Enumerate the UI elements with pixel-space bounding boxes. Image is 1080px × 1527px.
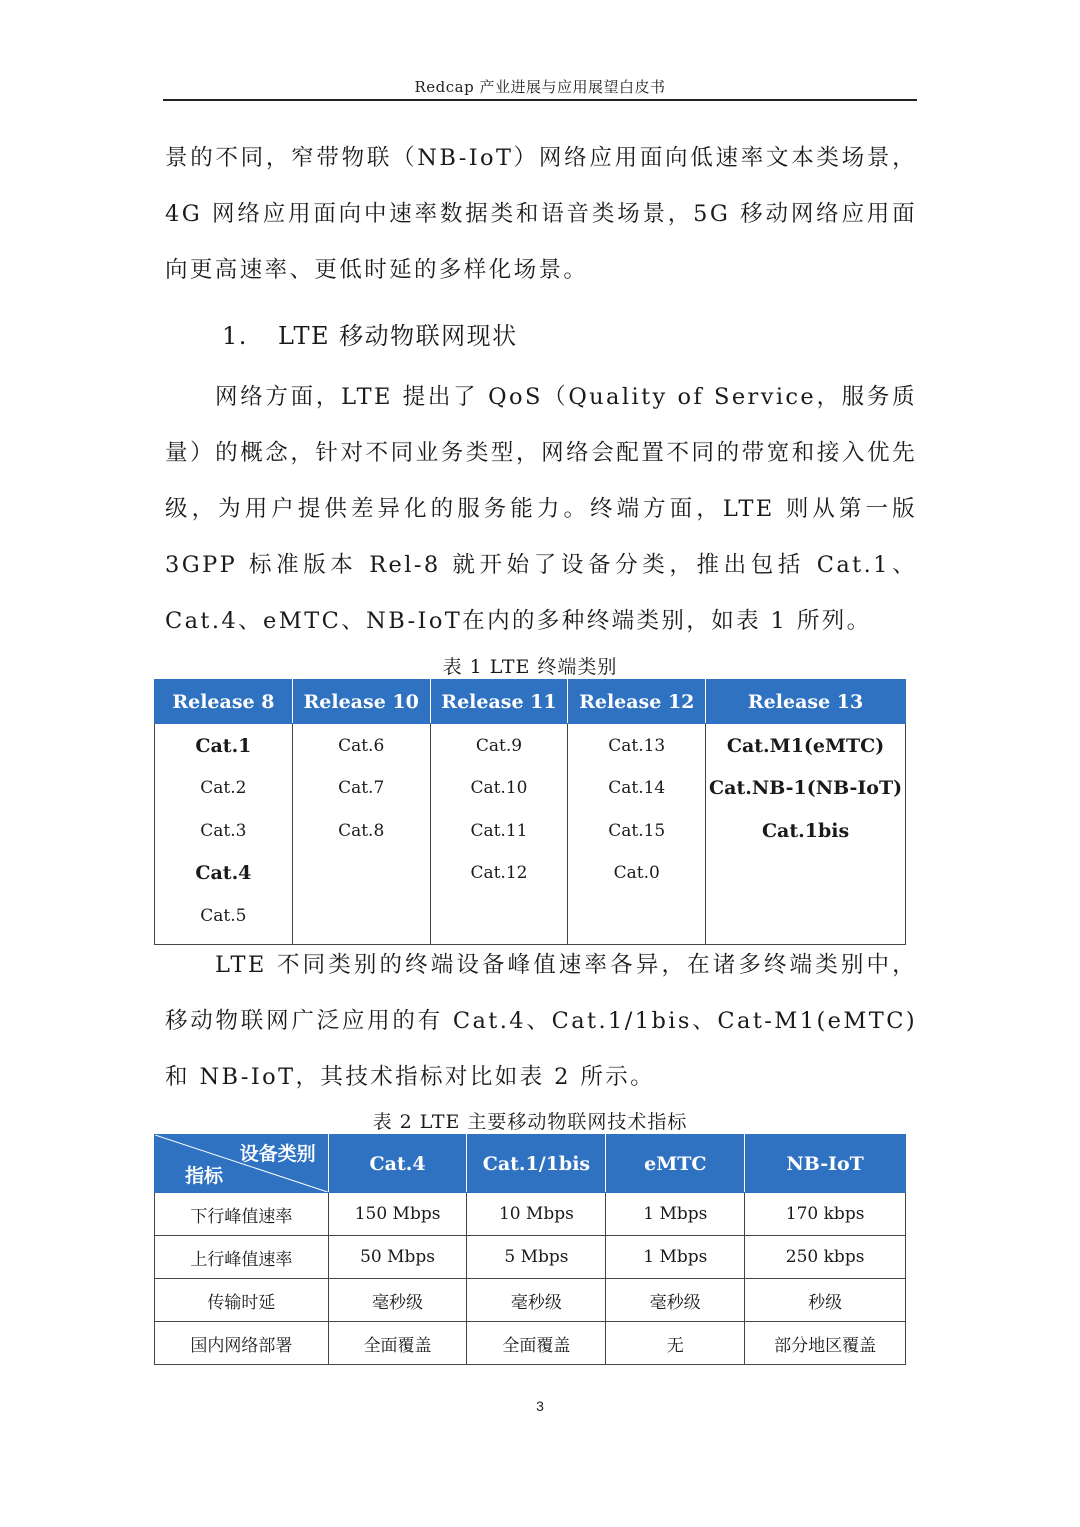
header-divider bbox=[163, 99, 917, 101]
release-column bbox=[706, 724, 906, 945]
category-item: Cat.1bis bbox=[761, 819, 850, 842]
release-header: Release 10 bbox=[292, 680, 430, 724]
indicator-label: 上行峰值速率 bbox=[155, 1236, 329, 1279]
table1-caption: 表 1 LTE 终端类别 bbox=[442, 656, 618, 678]
indicator-value: 部分地区覆盖 bbox=[745, 1322, 906, 1365]
release-header: Release 8 bbox=[155, 680, 293, 724]
indicator-value: 无 bbox=[606, 1322, 745, 1365]
indicator-value: 170 kbps bbox=[745, 1193, 906, 1236]
category-item: Cat.15 bbox=[608, 820, 666, 841]
table-row bbox=[155, 1236, 906, 1279]
release-header: Release 11 bbox=[430, 680, 568, 724]
indicator-value: 5 Mbps bbox=[467, 1236, 606, 1279]
indicator-value: 毫秒级 bbox=[467, 1279, 606, 1322]
category-header: eMTC bbox=[606, 1135, 745, 1193]
category-item: Cat.9 bbox=[475, 736, 523, 756]
section-number: 1. bbox=[222, 322, 248, 350]
paragraph-intro: 景的不同，窄带物联（NB-IoT）网络应用面向低速率文本类场景，4G 网络应用面向中速率数据类和语音类场景，5G 移动网络应用面向更高速率、更低时延的多样化场景。 bbox=[165, 145, 917, 283]
category-item: Cat.3 bbox=[200, 820, 247, 841]
category-item: Cat.0 bbox=[613, 863, 660, 884]
indicator-label: 下行峰值速率 bbox=[155, 1193, 329, 1236]
category-item: Cat.1 bbox=[195, 735, 252, 757]
page-number: 3 bbox=[536, 1398, 544, 1414]
release-column bbox=[155, 724, 293, 945]
table2-caption: 表 2 LTE 主要移动物联网技术指标 bbox=[372, 1111, 688, 1133]
category-item: Cat.8 bbox=[338, 820, 385, 841]
category-item: Cat.NB-1(NB-IoT) bbox=[709, 777, 903, 800]
indicator-value: 秒级 bbox=[745, 1279, 906, 1322]
corner-bottom-label: 指标 bbox=[185, 1165, 224, 1187]
release-column bbox=[292, 724, 430, 945]
category-item: Cat.13 bbox=[608, 736, 666, 756]
lte-category-table bbox=[154, 679, 906, 945]
indicator-value: 50 Mbps bbox=[328, 1236, 467, 1279]
category-item: Cat.M1(eMTC) bbox=[726, 735, 885, 757]
category-item: Cat.2 bbox=[200, 778, 247, 799]
category-header: NB-IoT bbox=[745, 1135, 906, 1193]
indicator-value: 全面覆盖 bbox=[328, 1322, 467, 1365]
indicator-label: 国内网络部署 bbox=[155, 1322, 329, 1365]
corner-header-cell bbox=[155, 1135, 329, 1193]
indicator-value: 毫秒级 bbox=[328, 1279, 467, 1322]
release-header: Release 12 bbox=[568, 680, 706, 724]
lte-indicator-table bbox=[154, 1134, 906, 1365]
category-header: Cat.1/1bis bbox=[467, 1135, 606, 1193]
release-header: Release 13 bbox=[706, 680, 906, 724]
paragraph-network: 网络方面，LTE 提出了 QoS（Quality of Service，服务质量）的概念，针对不同业务类型，网络会配置不同的带宽和接入优先级，为用户提供差异化的服务能力。终端方面，LTE 则从第一版 3GPP 标准版本 Rel-8 就开始了设备分类，推出包括 Cat.1、Cat.4、eMTC、NB-IoT在内的多种终端类别，如表 1 所列。 bbox=[165, 384, 917, 634]
category-item: Cat.12 bbox=[470, 863, 528, 884]
paragraph-comparison: LTE 不同类别的终端设备峰值速率各异，在诸多终端类别中，移动物联网广泛应用的有 Cat.4、Cat.1/1bis、Cat-M1(eMTC)和 NB-IoT，其技术指标对比如表 2 所示。 bbox=[165, 952, 917, 1090]
document-header: Redcap 产业进展与应用展望白皮书 bbox=[414, 78, 666, 96]
category-item: Cat.5 bbox=[200, 905, 247, 926]
indicator-value: 1 Mbps bbox=[606, 1236, 745, 1279]
category-item: Cat.6 bbox=[338, 736, 385, 756]
table-row bbox=[155, 1193, 906, 1236]
category-item: Cat.7 bbox=[338, 778, 385, 799]
category-item: Cat.4 bbox=[195, 862, 252, 885]
corner-top-label: 设备类别 bbox=[239, 1143, 316, 1165]
release-column bbox=[430, 724, 568, 945]
release-column bbox=[568, 724, 706, 945]
indicator-value: 150 Mbps bbox=[328, 1193, 467, 1236]
table-row bbox=[155, 1279, 906, 1322]
indicator-value: 全面覆盖 bbox=[467, 1322, 606, 1365]
category-item: Cat.11 bbox=[470, 820, 528, 841]
section-title: LTE 移动物联网现状 bbox=[278, 322, 518, 350]
category-item: Cat.14 bbox=[608, 778, 666, 799]
section-heading bbox=[222, 316, 518, 351]
indicator-value: 10 Mbps bbox=[467, 1193, 606, 1236]
category-header: Cat.4 bbox=[328, 1135, 467, 1193]
indicator-value: 250 kbps bbox=[745, 1236, 906, 1279]
table-row bbox=[155, 1322, 906, 1365]
indicator-value: 毫秒级 bbox=[606, 1279, 745, 1322]
category-item: Cat.10 bbox=[470, 778, 528, 799]
indicator-label: 传输时延 bbox=[155, 1279, 329, 1322]
indicator-value: 1 Mbps bbox=[606, 1193, 745, 1236]
